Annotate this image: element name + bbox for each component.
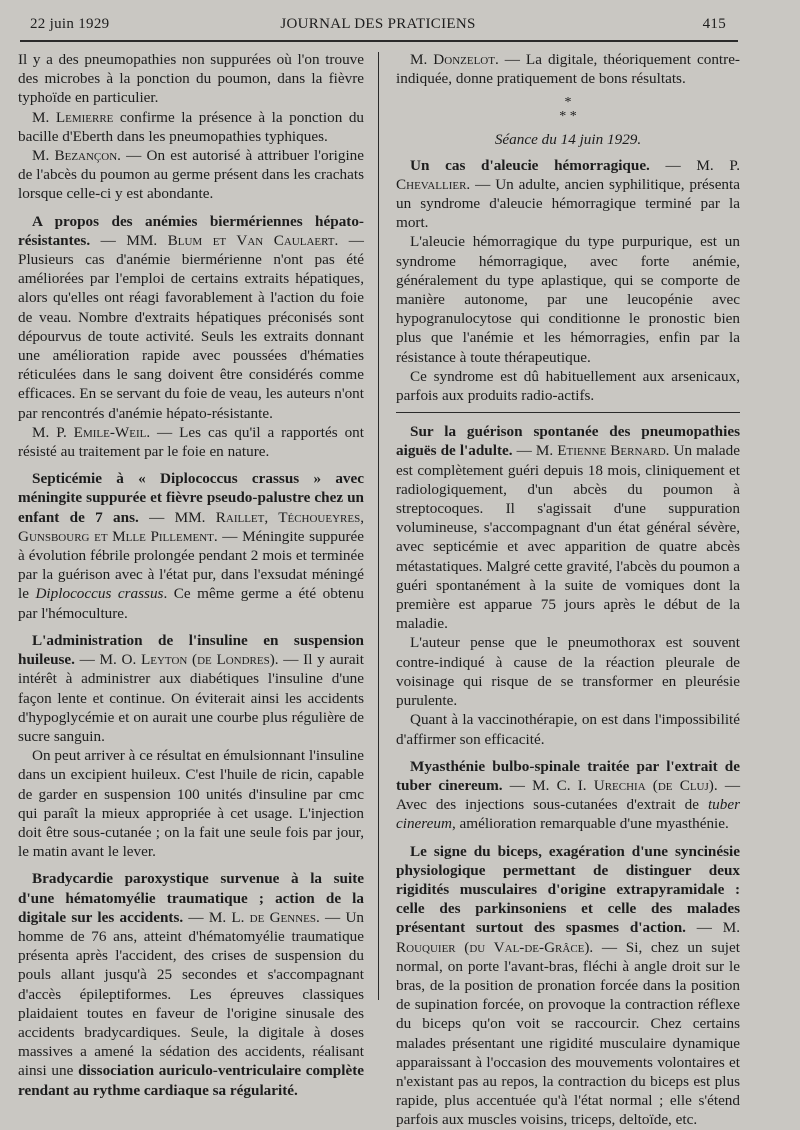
article-authors: — M. L. de Gennes. — [183, 908, 320, 926]
paragraph — [18, 50, 364, 108]
paragraph — [18, 108, 364, 146]
article-authors: — M. P. Chevallier. — [396, 156, 740, 193]
paragraph-text: — On est autorisé à attribuer l'origine de l'abcès du poumon au germe présent dans les crachats lorsque celle-ci y est abondante. — [18, 147, 364, 203]
article-title: Sur la guérison spontanée des pneumopathies aiguës de l'adulte. — [396, 423, 740, 460]
header-journal-title: JOURNAL DES PRATICIENS — [280, 16, 476, 32]
article-text: — Un adulte, ancien syphilitique, présenta un syndrome d'aleucie hémorragique terminé par la mort. — [396, 175, 740, 232]
paragraph-text: L'auteur pense que le pneumothorax est souvent contre-indiqué à cause de la réaction pleurale de voisinage qui risque de se transformer en pleurésie purulente. — [396, 634, 740, 710]
paragraph — [18, 423, 364, 461]
article-myasthenie — [396, 757, 740, 834]
article-text: — Si, chez un sujet normal, on porte l'avant-bras, fléchi à angle droit sur le bras, de la position de pronation forcée dans la position de supination forcée, on provoque la contraction réflexe du biceps qu'on voit se raccourcir. Chez certains malades présentant une rigidité musculaire dynamique apparaissant à l'occasion des mouvements volontaires et n'existant pas au repos, la contraction du biceps est plus rapide, plus accentuée qu'à l'état normal ; elle s'étend parfois aux muscles voisins, triceps, deltoïde, etc. — [396, 938, 740, 1129]
bold-text: dissociation auriculo-ventriculaire complète rendant au rythme cardiaque sa régularité. — [18, 1062, 364, 1099]
article-text: — Avec des injections sous-cutanées d'extrait de — [396, 776, 740, 814]
paragraph — [18, 146, 364, 204]
running-header — [30, 16, 726, 38]
session-heading: Séance du 14 juin 1929. — [494, 131, 642, 149]
author-name: M. P. Emile-Weil. — [32, 423, 151, 441]
left-column — [18, 50, 364, 1100]
italic-term: tuber cinereum — [396, 796, 740, 833]
article-title: Septicémie à « Diplococcus crassus » avec méningite suppurée et fièvre pseudo-palustre chez un enfant de 7 ans. — [18, 470, 364, 526]
paragraph-text: Ce syndrome est dû habituellement aux arsenicaux, parfois aux produits radio-actifs. — [396, 367, 740, 405]
star-top: * — [564, 95, 572, 111]
header-rule — [20, 40, 738, 42]
paragraph-text: Quant à la vaccinothérapie, on est dans l'impossibilité d'affirmer son efficacité. — [396, 711, 740, 748]
article-insuline — [18, 631, 364, 746]
italic-term: Diplococcus crassus — [35, 585, 164, 603]
article-title: Un cas d'aleucie hémorragique. — [410, 156, 650, 174]
author-name: M. Donzelot. — [410, 51, 499, 68]
article-biceps — [396, 842, 740, 1130]
article-title: L'administration de l'insuline en suspension huileuse. — [18, 631, 364, 669]
paragraph-text: — Les cas qu'il a rapportés ont résisté au traitement par le foie en nature. — [18, 423, 364, 461]
article-text: . Ce même germe a été obtenu par l'hémoculture. — [18, 585, 364, 622]
header-date: 22 juin 1929 — [30, 16, 110, 32]
article-title: Le signe du biceps, exagération d'une syncinésie physiologique permettant de distinguer deux rigidités musculaires d'origine extrapyramidale : celle des parkinsoniens et celle des malades présentant surtout des spasmes d'action. — [396, 842, 740, 937]
paragraph — [396, 367, 740, 405]
header-page-number: 415 — [702, 16, 726, 32]
article-guerison — [396, 422, 740, 633]
section-separator-stars — [396, 96, 740, 124]
article-title: Myasthénie bulbo-spinale traitée par l'extrait de tuber cinereum. — [396, 757, 740, 794]
column-divider — [378, 52, 379, 1000]
paragraph-text: On peut arriver à ce résultat en émulsionnant l'insuline dans un excipient huileux. C'est l'huile de ricin, capable de garder en suspension 100 unités d'insuline par cmc qui paraît la mieux appropriée à cet usage. L'injection doit être sous-cutanée ; on la fait une seule fois par jour, le matin avant le lever. — [18, 747, 364, 861]
article-septicemie — [18, 469, 364, 623]
article-text: — Méningite suppurée à évolution fébrile prolongée pendant 2 mois et terminée par la guérison avec à l'état pur, dans l'exsudat méningé le — [18, 527, 364, 603]
author-name: M. Lemierre — [32, 108, 114, 126]
article-bradycardie — [18, 869, 364, 1099]
paragraph-text: L'aleucie hémorragique du type purpurique, est un syndrome hémorragique, avec forte anémie, généralement du type aplastique, qui se comporte de manière autonome, par une leucopénie avec hypogranulocytose qui conditionne le pronostic bien plus que l'anémie et les hémorragies, enfin par la résistance à toute thérapeutique. — [396, 233, 740, 366]
article-text: , amélioration remarquable d'une myasthénie. — [451, 815, 729, 833]
author-name: M. Bezançon. — [32, 147, 121, 165]
article-aleucie — [396, 156, 740, 233]
article-authors: — MM. Blum et Van Caulaert. — [90, 231, 339, 249]
article-authors: — M. Rouquier (du Val-de-Grâce). — [396, 919, 740, 956]
article-title: Bradycardie paroxystique survenue à la suite d'une hématomyélie traumatique ; action de la digitale sur les accidents. — [18, 870, 364, 926]
article-authors: — MM. Raillet, Téchoueyres, Gunsbourg et Mlle Pillement. — [18, 508, 364, 545]
article-separator — [396, 412, 740, 413]
paragraph — [396, 50, 740, 88]
article-text: — Il y aurait intérêt à administrer aux diabétiques l'insuline d'une façon lente et continue. On éviterait ainsi les accidents d'hypoglycémie et on aurait une courbe plus régulière de sucre sanguin. — [18, 651, 364, 745]
paragraph — [396, 633, 740, 710]
article-authors: — M. C. I. Urechia (de Cluj). — [502, 776, 718, 794]
article-anemies — [18, 212, 364, 423]
paragraph — [18, 746, 364, 861]
article-text: Un malade est complètement guéri depuis 18 mois, cliniquement et radiologiquement, d'un abcès du poumon à streptocoques. Il s'agissait d'une suppuration volumineuse, s'accompagnant d'un état général sévère, avec septicémie et avec apparition de quatre abcès métastatiques. Malgré cette gravité, l'abcès du poumon a guéri spontanément à la suite de vomiques dont la première est apparue 75 jours après le début de la maladie. — [396, 442, 740, 633]
paragraph — [396, 710, 740, 748]
star-bottom: * * — [559, 109, 577, 125]
paragraph-text: confirme la présence à la ponction du bacille d'Eberth dans les pneumopathies typhiques. — [18, 108, 365, 145]
article-title: A propos des anémies biermériennes hépato-résistantes. — [18, 212, 364, 249]
paragraph-text: — La digitale, théoriquement contre-indiquée, donne pratiquement de bons résultats. — [396, 51, 740, 88]
article-authors: — M. Etienne Bernard. — [512, 442, 670, 460]
article-text: — Un homme de 76 ans, atteint d'hématomyélie traumatique présenta après l'accident, des crises de suspension du pouls allant jusqu'à 25 secondes et s'accompagnant d'accès épileptiformes. Les épreuves classiques plaidaient toutes en faveur de l'origine sinusale des accidents bradycardiques. Seule, la digitale à doses massives a amené la sédation des accidents, réalisant ainsi une — [18, 908, 365, 1080]
paragraph — [396, 232, 740, 366]
right-column — [396, 50, 740, 1130]
paragraph-text: Il y a des pneumopathies non suppurées où l'on trouve des microbes à la ponction du poumon, dans la fièvre typhoïde en particulier. — [18, 51, 364, 107]
article-text: — Plusieurs cas d'anémie biermérienne n'ont pas été améliorées par l'emploi de certains extraits hépatiques, alors qu'elles ont réagi favorablement à l'action du foie de veau. Nombre d'extraits hépatiques préconisés sont dépourvus de toute activité. Seuls les extraits donnant une amélioration rapide avec poussées d'hématies réticulées dans le sang doivent être considérés comme efficaces. En se servant du foie de veau, les auteurs n'ont par rencontrés d'anémie hépato-résistante. — [18, 231, 364, 422]
article-authors: — M. O. Leyton (de Londres). — [74, 651, 279, 669]
